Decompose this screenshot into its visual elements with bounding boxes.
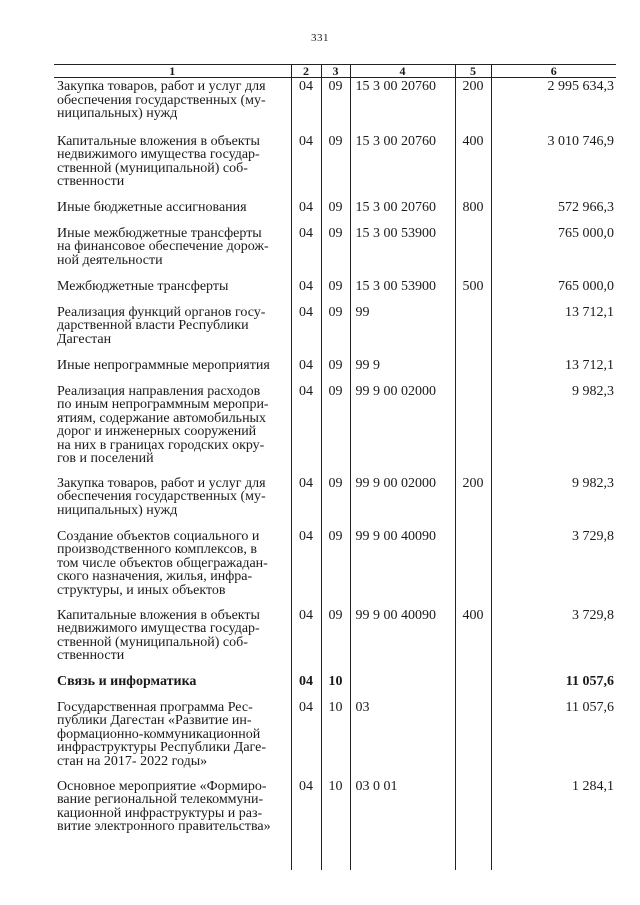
subsection-code: 09 <box>321 528 350 607</box>
amount: 13 712,1 <box>491 304 616 357</box>
section-code: 04 <box>291 78 321 133</box>
target-article-code: 15 3 00 20760 <box>350 133 455 199</box>
subsection-code: 09 <box>321 225 350 278</box>
amount: 1 284,1 <box>491 778 616 870</box>
section-code: 04 <box>291 133 321 199</box>
subsection-code: 10 <box>321 699 350 778</box>
table-row <box>54 225 616 278</box>
target-article-code: 99 9 00 02000 <box>350 475 455 528</box>
budget-table <box>54 64 616 870</box>
target-article-code: 99 9 <box>350 357 455 383</box>
expense-name-line: структуры, и иных объектов <box>57 582 226 598</box>
expense-name-line: дорог и инженерных сооружений <box>57 424 257 439</box>
expense-name <box>54 225 291 278</box>
expense-type-code: 400 <box>455 607 491 673</box>
subsection-code: 09 <box>321 133 350 199</box>
expense-name-line: ственности <box>57 648 125 663</box>
expense-name-line: Создание объектов социального и <box>57 528 260 544</box>
table-row <box>54 607 616 673</box>
amount: 13 712,1 <box>491 357 616 383</box>
table-header-row <box>54 65 616 78</box>
target-article-code: 03 0 01 <box>350 778 455 870</box>
subsection-code: 09 <box>321 199 350 225</box>
expense-name <box>54 357 291 383</box>
section-code: 04 <box>291 304 321 357</box>
amount: 765 000,0 <box>491 225 616 278</box>
amount: 11 057,6 <box>491 673 616 699</box>
expense-name-line: ниципальных) нужд <box>57 106 178 121</box>
expense-name-line: Иные межбюджетные трансферты <box>57 225 262 241</box>
section-code: 04 <box>291 383 321 475</box>
expense-name <box>54 78 291 133</box>
expense-type-code <box>455 383 491 475</box>
expense-type-code: 400 <box>455 133 491 199</box>
section-code: 04 <box>291 199 321 225</box>
section-code: 04 <box>291 475 321 528</box>
target-article-code: 03 <box>350 699 455 778</box>
expense-name-line: на них в границах городских окру- <box>57 437 265 453</box>
expense-name-line: Дагестан <box>57 331 112 347</box>
expense-name-line: дарственной власти Республики <box>57 318 249 333</box>
expense-name <box>54 475 291 528</box>
section-code: 04 <box>291 699 321 778</box>
amount: 11 057,6 <box>491 699 616 778</box>
subsection-code: 09 <box>321 304 350 357</box>
expense-name-line: Капитальные вложения в объекты <box>57 133 260 149</box>
page-number: 331 <box>311 32 329 44</box>
expense-name-line: Реализация функций органов госу- <box>57 304 266 320</box>
expense-name-line: ского назначения, жилья, инфра- <box>57 569 253 584</box>
amount: 9 982,3 <box>491 475 616 528</box>
expense-name-line: том числе объектов общегражадан- <box>57 555 268 571</box>
expense-name <box>54 607 291 673</box>
expense-name-line: по иным непрограммным меропри- <box>57 397 269 412</box>
target-article-code: 15 3 00 53900 <box>350 278 455 304</box>
column-header-4: 4 <box>350 65 455 78</box>
expense-name-line: Капитальные вложения в объекты <box>57 607 260 623</box>
expense-name-line: Межбюджетные трансферты <box>57 278 229 294</box>
expense-type-code: 200 <box>455 475 491 528</box>
expense-type-code: 800 <box>455 199 491 225</box>
expense-name-line: ственной (муниципальной) соб- <box>57 634 248 650</box>
column-header-1: 1 <box>54 65 291 78</box>
expense-name-line: вание региональной телекоммуни- <box>57 792 264 807</box>
target-article-code: 99 <box>350 304 455 357</box>
subsection-code: 09 <box>321 475 350 528</box>
subsection-code: 09 <box>321 278 350 304</box>
expense-type-code <box>455 357 491 383</box>
amount: 9 982,3 <box>491 383 616 475</box>
expense-name-line: ственности <box>57 174 125 189</box>
table-body <box>54 78 616 870</box>
expense-name-line: стан на 2017- 2022 годы» <box>57 753 208 769</box>
expense-name <box>54 699 291 778</box>
expense-name-line: недвижимого имущества государ- <box>57 147 260 162</box>
section-code: 04 <box>291 225 321 278</box>
expense-name-line: гов и поселений <box>57 451 154 466</box>
expense-name-line: производственного комплексов, в <box>57 542 257 557</box>
expense-name-line: формационно-коммуникационной <box>57 726 261 742</box>
expense-type-code <box>455 778 491 870</box>
subsection-code: 09 <box>321 607 350 673</box>
expense-name-line: кационной инфраструктуры и раз- <box>57 805 263 821</box>
expense-name <box>54 673 291 699</box>
table-row <box>54 699 616 778</box>
table-row <box>54 304 616 357</box>
section-code: 04 <box>291 673 321 699</box>
expense-name-line: витие электронного правительства» <box>57 819 271 834</box>
section-code: 04 <box>291 278 321 304</box>
expense-name-line: ной деятельности <box>57 252 163 268</box>
amount: 3 729,8 <box>491 528 616 607</box>
expense-name-line: ственной (муниципальной) соб- <box>57 160 248 176</box>
expense-type-code <box>455 304 491 357</box>
column-header-5: 5 <box>455 65 491 78</box>
expense-type-code <box>455 225 491 278</box>
column-header-2: 2 <box>291 65 321 78</box>
section-code: 04 <box>291 607 321 673</box>
table-row <box>54 778 616 870</box>
table-row <box>54 78 616 133</box>
table-row <box>54 673 616 699</box>
table-row <box>54 475 616 528</box>
expense-name-line: инфраструктуры Республики Даге- <box>57 740 266 755</box>
table-row <box>54 357 616 383</box>
expense-name-line: ятиям, содержание автомобильных <box>57 410 266 426</box>
section-code: 04 <box>291 528 321 607</box>
expense-name-line: Реализация направления расходов <box>57 383 261 399</box>
expense-name <box>54 199 291 225</box>
expense-type-code <box>455 528 491 607</box>
expense-type-code: 500 <box>455 278 491 304</box>
expense-name-line: Государственная программа Рес- <box>57 699 253 715</box>
expense-type-code: 200 <box>455 78 491 133</box>
target-article-code: 99 9 00 02000 <box>350 383 455 475</box>
expense-name <box>54 304 291 357</box>
expense-name-line: Основное мероприятие «Формиро- <box>57 778 267 794</box>
expense-type-code <box>455 699 491 778</box>
expense-name <box>54 778 291 870</box>
amount: 3 010 746,9 <box>491 133 616 199</box>
table-row <box>54 133 616 199</box>
subsection-code: 10 <box>321 778 350 870</box>
expense-name <box>54 528 291 607</box>
expense-name-line: публики Дагестан «Развитие ин- <box>57 713 252 728</box>
column-header-6: 6 <box>491 65 616 78</box>
expense-name-line: обеспечения государственных (му- <box>57 92 266 108</box>
expense-name <box>54 133 291 199</box>
expense-name-line: ниципальных) нужд <box>57 502 178 518</box>
expense-type-code <box>455 673 491 699</box>
target-article-code: 15 3 00 53900 <box>350 225 455 278</box>
expense-name-line: Закупка товаров, работ и услуг для <box>57 475 266 491</box>
subsection-code: 09 <box>321 357 350 383</box>
subsection-code: 09 <box>321 78 350 133</box>
target-article-code: 99 9 00 40090 <box>350 607 455 673</box>
expense-name-line: недвижимого имущества государ- <box>57 621 260 636</box>
amount: 2 995 634,3 <box>491 78 616 133</box>
subsection-code: 09 <box>321 383 350 475</box>
subsection-code: 10 <box>321 673 350 699</box>
expense-name-line: обеспечения государственных (му- <box>57 489 266 504</box>
target-article-code: 99 9 00 40090 <box>350 528 455 607</box>
amount: 765 000,0 <box>491 278 616 304</box>
table-row <box>54 278 616 304</box>
expense-name-line: Связь и информатика <box>57 673 197 689</box>
section-code: 04 <box>291 778 321 870</box>
table-row <box>54 383 616 475</box>
expense-name-line: Иные непрограммные мероприятия <box>57 357 270 373</box>
expense-name <box>54 278 291 304</box>
target-article-code: 15 3 00 20760 <box>350 78 455 133</box>
section-code: 04 <box>291 357 321 383</box>
table-row <box>54 528 616 607</box>
table-row <box>54 199 616 225</box>
amount: 3 729,8 <box>491 607 616 673</box>
expense-name-line: на финансовое обеспечение дорож- <box>57 239 269 254</box>
column-header-3: 3 <box>321 65 350 78</box>
expense-name <box>54 383 291 475</box>
amount: 572 966,3 <box>491 199 616 225</box>
target-article-code <box>350 673 455 699</box>
expense-name-line: Иные бюджетные ассигнования <box>57 199 247 215</box>
target-article-code: 15 3 00 20760 <box>350 199 455 225</box>
expense-name-line: Закупка товаров, работ и услуг для <box>57 79 266 94</box>
